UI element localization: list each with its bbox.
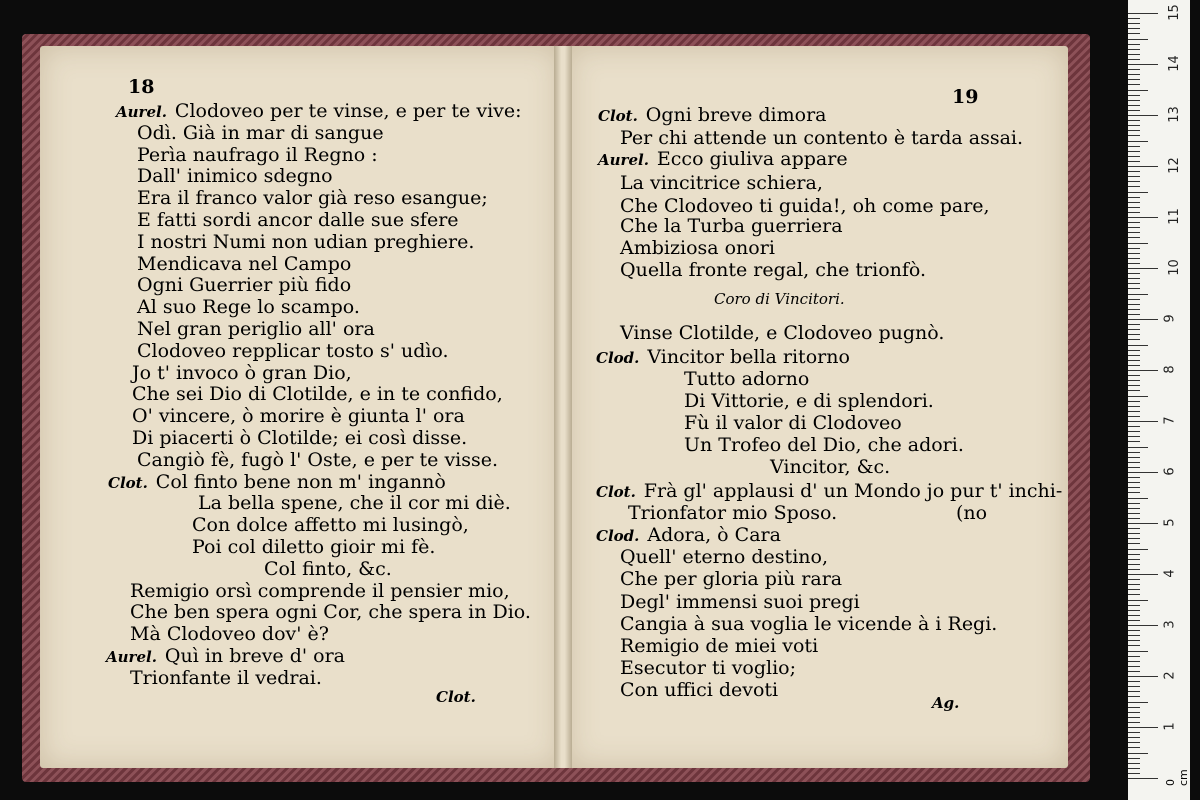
verse-text: Frà gl' applausi d' un Mondo jo pur t' inchi- xyxy=(643,480,1063,502)
ruler-tick xyxy=(1128,487,1140,488)
ruler-tick xyxy=(1128,773,1140,774)
left-line xyxy=(137,449,498,471)
ruler-tick xyxy=(1128,411,1140,412)
ruler-tick xyxy=(1128,243,1148,244)
ruler-tick xyxy=(1128,666,1140,667)
ruler-tick xyxy=(1128,54,1140,55)
right-line xyxy=(620,568,842,590)
ruler-tick xyxy=(1128,543,1140,544)
left-line xyxy=(137,144,378,166)
left-line xyxy=(132,405,465,427)
ruler-number: 10 xyxy=(1166,259,1182,276)
right-line xyxy=(620,657,796,679)
speaker-label: Aurel. xyxy=(116,103,167,121)
ruler-tick xyxy=(1128,69,1140,70)
ruler-tick xyxy=(1128,100,1140,101)
verse-text: Trionfator mio Sposo. xyxy=(628,502,838,524)
verse-text: Che ben spera ogni Cor, che spera in Dio. xyxy=(130,601,531,624)
ruler-tick xyxy=(1128,467,1140,468)
ruler-tick xyxy=(1128,186,1140,187)
ruler-tick xyxy=(1128,569,1140,570)
ruler-tick xyxy=(1128,319,1158,320)
ruler-number: 12 xyxy=(1166,157,1182,174)
ruler-tick xyxy=(1128,171,1140,172)
ruler-tick xyxy=(1128,620,1140,621)
verse-text: Che sei Dio di Clotilde, e in te confido, xyxy=(132,383,503,406)
chorus-heading: Coro di Vincitori. xyxy=(714,290,845,308)
verse-text: Che per gloria più rara xyxy=(620,568,843,590)
ruler-tick xyxy=(1128,584,1140,585)
speaker-label: Clod. xyxy=(596,527,640,545)
left-line xyxy=(130,580,510,602)
ruler-tick xyxy=(1128,518,1140,519)
left-line xyxy=(137,340,449,362)
ruler-tick xyxy=(1128,625,1158,626)
ruler-tick xyxy=(1128,95,1140,96)
right-line xyxy=(620,127,1023,149)
ruler-number: 8 xyxy=(1162,365,1178,374)
ruler-tick xyxy=(1128,589,1140,590)
verse-text: Al suo Rege lo scampo. xyxy=(137,296,360,319)
ruler-tick xyxy=(1128,615,1140,616)
ruler-tick xyxy=(1128,538,1140,539)
verse-text: Poi col diletto gioir mi fè. xyxy=(192,536,436,558)
verse-text: Che la Turba guerriera xyxy=(620,215,843,237)
ruler-tick xyxy=(1128,263,1140,264)
verse-text: Vinse Clotilde, e Clodoveo pugnò. xyxy=(620,322,945,344)
ruler-tick xyxy=(1128,533,1140,534)
left-line xyxy=(132,427,467,449)
right-catchword: Ag. xyxy=(932,694,960,712)
right-line xyxy=(620,195,990,217)
ruler-tick xyxy=(1128,431,1140,432)
verse-text: O' vincere, ò morire è giunta l' ora xyxy=(132,405,465,428)
ruler-tick xyxy=(1128,396,1148,397)
ruler-tick xyxy=(1128,707,1140,708)
verse-text: Mendicava nel Campo xyxy=(137,252,352,275)
ruler-tick xyxy=(1128,237,1140,238)
verse-text: Nel gran periglio all' ora xyxy=(137,318,375,340)
ruler-tick xyxy=(1128,370,1158,371)
ruler-tick xyxy=(1128,452,1140,453)
left-catchword: Clot. xyxy=(436,688,476,706)
ruler-tick xyxy=(1128,355,1140,356)
verse-text: Fù il valor di Clodoveo xyxy=(684,412,902,434)
left-line xyxy=(137,209,459,231)
ruler-tick xyxy=(1128,74,1140,75)
verse-text: Dall' inimico sdegno xyxy=(137,165,333,188)
left-line xyxy=(132,362,352,384)
ruler-tick xyxy=(1128,28,1140,29)
ruler-tick xyxy=(1128,278,1140,279)
ruler-tick xyxy=(1128,135,1140,136)
verse-text: Quell' eterno destino, xyxy=(620,546,828,568)
ruler-tick xyxy=(1128,176,1140,177)
ruler-number: 1 xyxy=(1162,722,1178,731)
ruler-tick xyxy=(1128,39,1148,40)
verse-text: Di Vittorie, e di splendori. xyxy=(684,390,934,412)
ruler-tick xyxy=(1128,523,1158,524)
ruler-tick xyxy=(1128,472,1158,473)
ruler-tick xyxy=(1128,59,1140,60)
ruler-tick xyxy=(1128,309,1140,310)
right-line xyxy=(620,679,778,701)
ruler-tick xyxy=(1128,324,1140,325)
ruler-tick xyxy=(1128,125,1140,126)
speaker-label: Clot. xyxy=(596,483,636,501)
ruler-tick xyxy=(1128,696,1140,697)
measuring-ruler xyxy=(1128,0,1190,800)
ruler-tick xyxy=(1128,23,1140,24)
ruler-tick xyxy=(1128,457,1140,458)
ruler-tick xyxy=(1128,763,1140,764)
right-line xyxy=(770,456,890,478)
ruler-number: 7 xyxy=(1162,416,1178,425)
ruler-tick xyxy=(1128,365,1140,366)
ruler-tick xyxy=(1128,268,1158,269)
ruler-tick xyxy=(1128,390,1140,391)
right-line xyxy=(620,237,775,259)
verse-text: Cangiò fè, fugò l' Oste, e per te visse. xyxy=(137,448,499,471)
verse-text: Che Clodoveo ti guida!, oh come pare, xyxy=(620,195,990,217)
ruler-tick xyxy=(1128,651,1148,652)
verse-text: Clodoveo per te vinse, e per te vive: xyxy=(174,100,522,122)
ruler-tick xyxy=(1128,681,1140,682)
verse-text: Vincitor bella ritorno xyxy=(647,346,850,368)
verse-text: Era il franco valor già reso esangue; xyxy=(137,187,488,210)
ruler-tick xyxy=(1128,192,1148,193)
ruler-tick xyxy=(1128,345,1148,346)
ruler-tick xyxy=(1128,600,1148,601)
ruler-tick xyxy=(1128,492,1140,493)
ruler-tick xyxy=(1128,288,1140,289)
ruler-tick xyxy=(1128,732,1140,733)
ruler-tick xyxy=(1128,18,1140,19)
ruler-tick xyxy=(1128,482,1140,483)
verse-text: (no xyxy=(956,502,988,524)
ruler-tick xyxy=(1128,329,1140,330)
right-line xyxy=(684,368,809,390)
ruler-tick xyxy=(1128,727,1158,728)
right-line xyxy=(684,390,934,412)
ruler-tick xyxy=(1128,554,1140,555)
right-line xyxy=(620,322,944,344)
ruler-tick xyxy=(1128,610,1140,611)
ruler-tick xyxy=(1128,130,1140,131)
ruler-tick xyxy=(1128,579,1140,580)
ruler-tick xyxy=(1128,248,1140,249)
left-line xyxy=(137,274,351,296)
verse-text: Col finto bene non m' ingannò xyxy=(155,470,446,493)
verse-text: Esecutor ti voglio; xyxy=(620,657,797,679)
ruler-tick xyxy=(1128,146,1140,147)
ruler-tick xyxy=(1128,13,1158,14)
ruler-number: 3 xyxy=(1162,620,1178,629)
right-line xyxy=(596,524,781,547)
ruler-tick xyxy=(1128,691,1140,692)
right-line xyxy=(596,346,850,369)
right-line xyxy=(620,591,860,613)
verse-text: Quì in breve d' ora xyxy=(164,645,345,667)
verse-text: I nostri Numi non udian preghiere. xyxy=(137,230,475,253)
right-line xyxy=(628,502,837,524)
right-line xyxy=(620,172,823,194)
verse-text: E fatti sordi ancor dalle sue sfere xyxy=(137,209,459,231)
ruler-tick xyxy=(1128,299,1140,300)
ruler-tick xyxy=(1128,84,1140,85)
ruler-tick xyxy=(1128,115,1158,116)
ruler-tick xyxy=(1128,212,1140,213)
left-line xyxy=(198,492,511,514)
ruler-tick xyxy=(1128,314,1140,315)
ruler-tick xyxy=(1128,304,1140,305)
ruler-tick xyxy=(1128,294,1148,295)
speaker-label: Clot. xyxy=(108,473,148,492)
ruler-tick xyxy=(1128,156,1140,157)
speaker-label: Clot. xyxy=(598,107,638,125)
left-line xyxy=(137,318,375,340)
verse-text: La vincitrice schiera, xyxy=(620,172,823,194)
ruler-tick xyxy=(1128,141,1148,142)
left-line xyxy=(108,471,446,494)
verse-text: Di piacerti ò Clotilde; ei così disse. xyxy=(132,427,468,449)
verse-text: Jo t' invoco ò gran Dio, xyxy=(132,361,352,384)
right-line xyxy=(684,412,902,434)
ruler-tick xyxy=(1128,737,1140,738)
ruler-tick xyxy=(1128,166,1158,167)
verse-text: Cangia à sua voglia le vicende à i Regi. xyxy=(620,613,998,635)
ruler-tick xyxy=(1128,753,1148,754)
right-line xyxy=(598,148,848,171)
verse-text: Ogni Guerrier più fido xyxy=(137,274,352,297)
ruler-tick xyxy=(1128,717,1140,718)
ruler-tick xyxy=(1128,416,1140,417)
ruler-tick xyxy=(1128,778,1158,779)
ruler-tick xyxy=(1128,110,1140,111)
left-line xyxy=(137,165,333,187)
left-line xyxy=(116,100,522,123)
ruler-tick xyxy=(1128,385,1140,386)
verse-text: Perìa naufrago il Regno : xyxy=(137,143,378,166)
left-line xyxy=(130,623,329,645)
right-line xyxy=(620,259,926,281)
ruler-tick xyxy=(1128,605,1140,606)
ruler-tick xyxy=(1128,722,1140,723)
right-line xyxy=(956,502,987,524)
left-line xyxy=(137,296,360,318)
speaker-label: Aurel. xyxy=(598,151,649,169)
ruler-tick xyxy=(1128,441,1140,442)
ruler-tick xyxy=(1128,768,1140,769)
ruler-tick xyxy=(1128,447,1148,448)
verse-text: Odì. Già in mar di sangue xyxy=(137,121,384,144)
ruler-tick xyxy=(1128,676,1158,677)
left-line xyxy=(264,558,392,580)
ruler-tick xyxy=(1128,594,1140,595)
ruler-tick xyxy=(1128,339,1140,340)
ruler-tick xyxy=(1128,758,1140,759)
ruler-number: 2 xyxy=(1162,671,1178,680)
ruler-tick xyxy=(1128,232,1140,233)
ruler-number: 6 xyxy=(1162,467,1178,476)
left-line xyxy=(137,187,488,209)
verse-text: Adora, ò Cara xyxy=(647,524,781,546)
ruler-tick xyxy=(1128,661,1140,662)
ruler-tick xyxy=(1128,686,1140,687)
ruler-tick xyxy=(1128,90,1148,91)
ruler-tick xyxy=(1128,702,1148,703)
ruler-tick xyxy=(1128,197,1140,198)
verse-text: Trionfante il vedrai. xyxy=(130,666,322,689)
verse-text: Tutto adorno xyxy=(684,368,810,390)
right-line xyxy=(598,104,827,127)
ruler-tick xyxy=(1128,222,1140,223)
ruler-tick xyxy=(1128,375,1140,376)
ruler-tick xyxy=(1128,564,1140,565)
ruler-tick xyxy=(1128,671,1140,672)
left-line xyxy=(132,383,503,405)
ruler-number: 11 xyxy=(1166,208,1182,225)
ruler-tick xyxy=(1128,549,1148,550)
right-line xyxy=(620,546,828,568)
ruler-number: 5 xyxy=(1162,518,1178,527)
ruler-tick xyxy=(1128,151,1140,152)
speaker-label: Aurel. xyxy=(106,648,157,666)
right-line xyxy=(620,215,843,237)
verse-text: Vincitor, &c. xyxy=(770,456,891,478)
left-line xyxy=(192,514,469,536)
ruler-tick xyxy=(1128,426,1140,427)
ruler-tick xyxy=(1128,513,1140,514)
ruler-number: 15 xyxy=(1166,4,1182,21)
ruler-tick xyxy=(1128,498,1148,499)
right-page-number: 19 xyxy=(952,86,979,108)
verse-text: Remigio orsì comprende il pensier mio, xyxy=(130,579,510,602)
ruler-tick xyxy=(1128,503,1140,504)
verse-text: Col finto, &c. xyxy=(264,557,392,580)
left-line xyxy=(192,536,435,558)
ruler-tick xyxy=(1128,258,1140,259)
verse-text: Con uffici devoti xyxy=(620,679,779,701)
ruler-tick xyxy=(1128,120,1140,121)
left-page-number: 18 xyxy=(128,76,155,98)
verse-text: Ogni breve dimora xyxy=(645,104,827,126)
ruler-tick xyxy=(1128,33,1140,34)
ruler-tick xyxy=(1128,334,1140,335)
verse-text: Quella fronte regal, che trionfò. xyxy=(620,259,927,281)
ruler-number: 4 xyxy=(1162,569,1178,578)
right-line xyxy=(684,434,964,456)
ruler-unit-label: 0 cm xyxy=(1164,769,1190,786)
ruler-tick xyxy=(1128,742,1140,743)
left-line xyxy=(130,601,531,623)
ruler-tick xyxy=(1128,640,1140,641)
ruler-tick xyxy=(1128,283,1140,284)
ruler-tick xyxy=(1128,477,1140,478)
ruler-tick xyxy=(1128,656,1140,657)
verse-text: Clodoveo repplicar tosto s' udìo. xyxy=(137,339,449,362)
verse-text: Degl' immensi suoi pregi xyxy=(620,591,860,613)
ruler-tick xyxy=(1128,712,1140,713)
ruler-tick xyxy=(1128,421,1158,422)
verse-text: Remigio de miei voti xyxy=(620,635,819,657)
ruler-tick xyxy=(1128,253,1140,254)
ruler-tick xyxy=(1128,635,1140,636)
left-line xyxy=(137,231,474,253)
ruler-tick xyxy=(1128,645,1140,646)
book-gutter xyxy=(554,46,572,768)
ruler-tick xyxy=(1128,161,1140,162)
ruler-tick xyxy=(1128,350,1140,351)
ruler-tick xyxy=(1128,559,1140,560)
ruler-tick xyxy=(1128,360,1140,361)
left-line xyxy=(137,122,384,144)
ruler-tick xyxy=(1128,207,1140,208)
verse-text: Per chi attende un contento è tarda assai. xyxy=(620,127,1024,149)
right-line xyxy=(596,480,1062,503)
ruler-tick xyxy=(1128,44,1140,45)
ruler-tick xyxy=(1128,217,1158,218)
left-line xyxy=(137,253,351,275)
verse-text: Mà Clodoveo dov' è? xyxy=(130,623,329,646)
left-line xyxy=(130,667,322,689)
ruler-number: 9 xyxy=(1162,314,1178,323)
ruler-tick xyxy=(1128,79,1140,80)
ruler-number: 13 xyxy=(1166,106,1182,123)
verse-text: Con dolce affetto mi lusingò, xyxy=(192,514,469,537)
ruler-tick xyxy=(1128,49,1140,50)
verse-text: La bella spene, che il cor mi diè. xyxy=(198,492,511,515)
speaker-label: Clod. xyxy=(596,349,640,367)
ruler-tick xyxy=(1128,508,1140,509)
ruler-tick xyxy=(1128,406,1140,407)
ruler-tick xyxy=(1128,105,1140,106)
verse-text: Un Trofeo del Dio, che adori. xyxy=(684,434,964,456)
ruler-tick xyxy=(1128,380,1140,381)
ruler-tick xyxy=(1128,227,1140,228)
ruler-tick xyxy=(1128,574,1158,575)
ruler-tick xyxy=(1128,462,1140,463)
right-line xyxy=(620,613,997,635)
verse-text: Ambiziosa onori xyxy=(620,237,775,259)
ruler-tick xyxy=(1128,64,1158,65)
right-line xyxy=(620,635,818,657)
ruler-tick xyxy=(1128,747,1140,748)
left-line xyxy=(106,645,345,668)
ruler-number: 14 xyxy=(1166,55,1182,72)
ruler-tick xyxy=(1128,202,1140,203)
ruler-tick xyxy=(1128,273,1140,274)
ruler-tick xyxy=(1128,528,1140,529)
verse-text: Ecco giuliva appare xyxy=(656,148,848,170)
ruler-tick xyxy=(1128,436,1140,437)
ruler-tick xyxy=(1128,630,1140,631)
ruler-tick xyxy=(1128,181,1140,182)
ruler-tick xyxy=(1128,401,1140,402)
